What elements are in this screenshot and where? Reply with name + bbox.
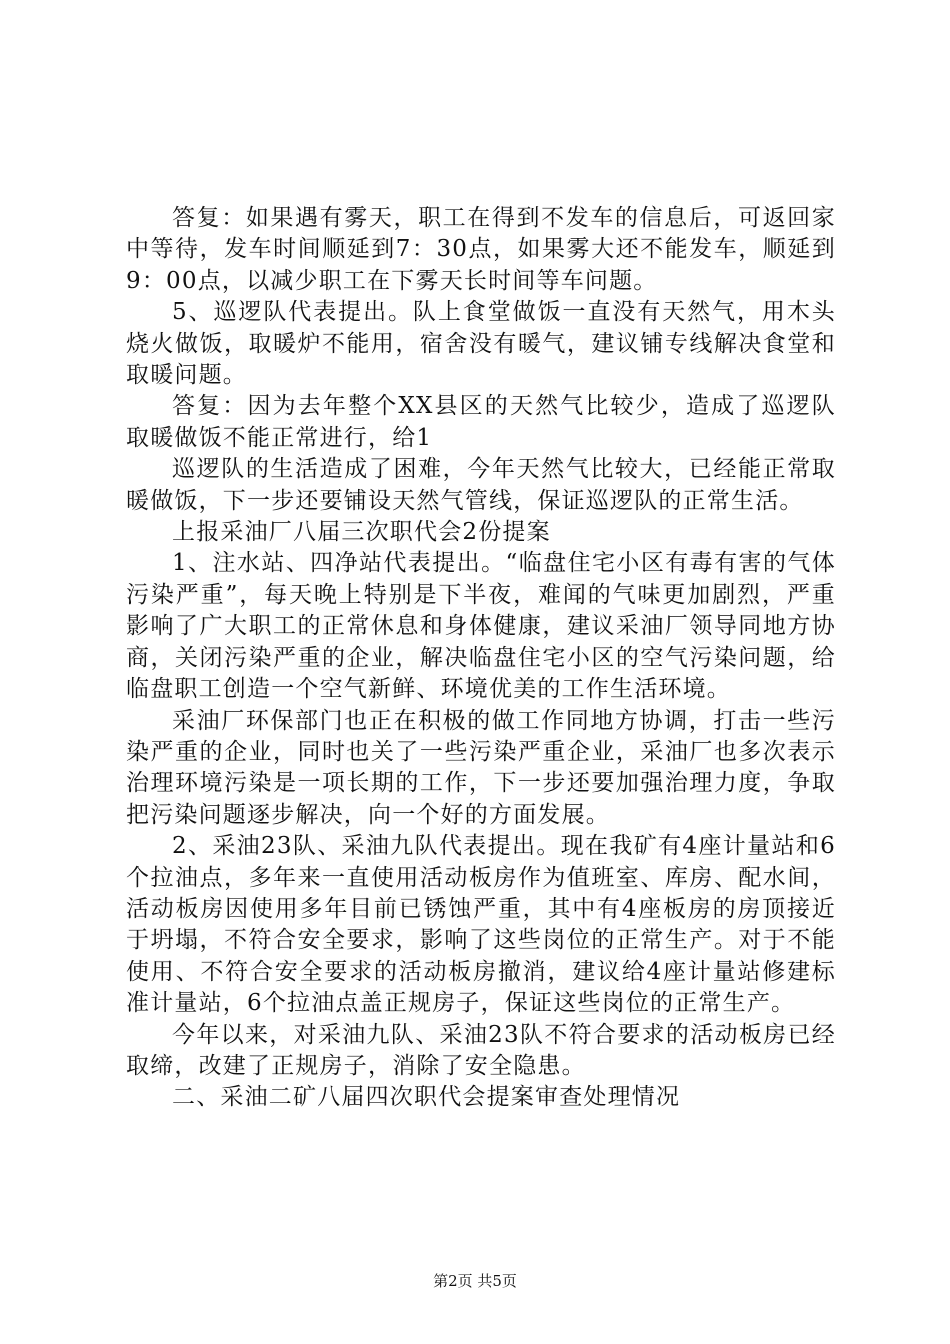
paragraph-reply-housing: 今年以来，对采油九队、采油23队不符合要求的活动板房已经取缔，改建了正规房子，消除了安全隐患。 xyxy=(126,1021,836,1079)
paragraph-proposal-1: 1、注水站、四净站代表提出。“临盘住宅小区有毒有害的气体污染严重”，每天晚上特别是下半夜，难闻的气味更加剧烈，严重影响了广大职工的正常休息和身体健康，建议采油厂领导同地方协商，关闭污染严重的企业，解决临盘住宅小区的空气污染问题，给临盘职工创造一个空气新鲜、环境优美的工作生活环境。 xyxy=(126,550,836,703)
document-body xyxy=(126,203,836,1114)
paragraph-proposal-2: 2、采油23队、采油九队代表提出。现在我矿有4座计量站和6个拉油点，多年来一直使用活动板房作为值班室、库房、配水间，活动板房因使用多年目前已锈蚀严重，其中有4座板房的房顶接近于坍塌，不符合安全要求，影响了这些岗位的正常生产。对于不能使用、不符合安全要求的活动板房撤消，建议给4座计量站修建标准计量站，6个拉油点盖正规房子，保证这些岗位的正常生产。 xyxy=(126,833,836,1017)
paragraph-reply-pollution: 采油厂环保部门也正在积极的做工作同地方协调，打击一些污染严重的企业，同时也关了一些污染严重企业，采油厂也多次表示治理环境污染是一项长期的工作，下一步还要加强治理力度，争取把污染问题逐步解决，向一个好的方面发展。 xyxy=(126,707,836,828)
paragraph-reply-fog: 答复：如果遇有雾天，职工在得到不发车的信息后，可返回家中等待，发车时间顺延到7：30点，如果雾大还不能发车，顺延到9：00点，以减少职工在下雾天长时间等车问题。 xyxy=(126,205,836,294)
section-heading-report: 上报采油厂八届三次职代会2份提案 xyxy=(172,519,551,546)
section-heading-review: 二、采油二矿八届四次职代会提案审查处理情况 xyxy=(172,1084,681,1111)
paragraph-proposal-5: 5、巡逻队代表提出。队上食堂做饭一直没有天然气，用木头烧火做饭，取暖炉不能用，宿舍没有暖气，建议铺专线解决食堂和取暖问题。 xyxy=(126,299,836,389)
paragraph-reply-gas-continued: 巡逻队的生活造成了困难，今年天然气比较大，已经能正常取暖做饭，下一步还要铺设天然气管线，保证巡逻队的正常生活。 xyxy=(126,456,836,514)
paragraph-reply-gas: 答复：因为去年整个XX县区的天然气比较少，造成了巡逻队取暖做饭不能正常进行，给1 xyxy=(126,393,836,451)
page-number-footer: 第2页 共5页 xyxy=(433,1272,517,1290)
